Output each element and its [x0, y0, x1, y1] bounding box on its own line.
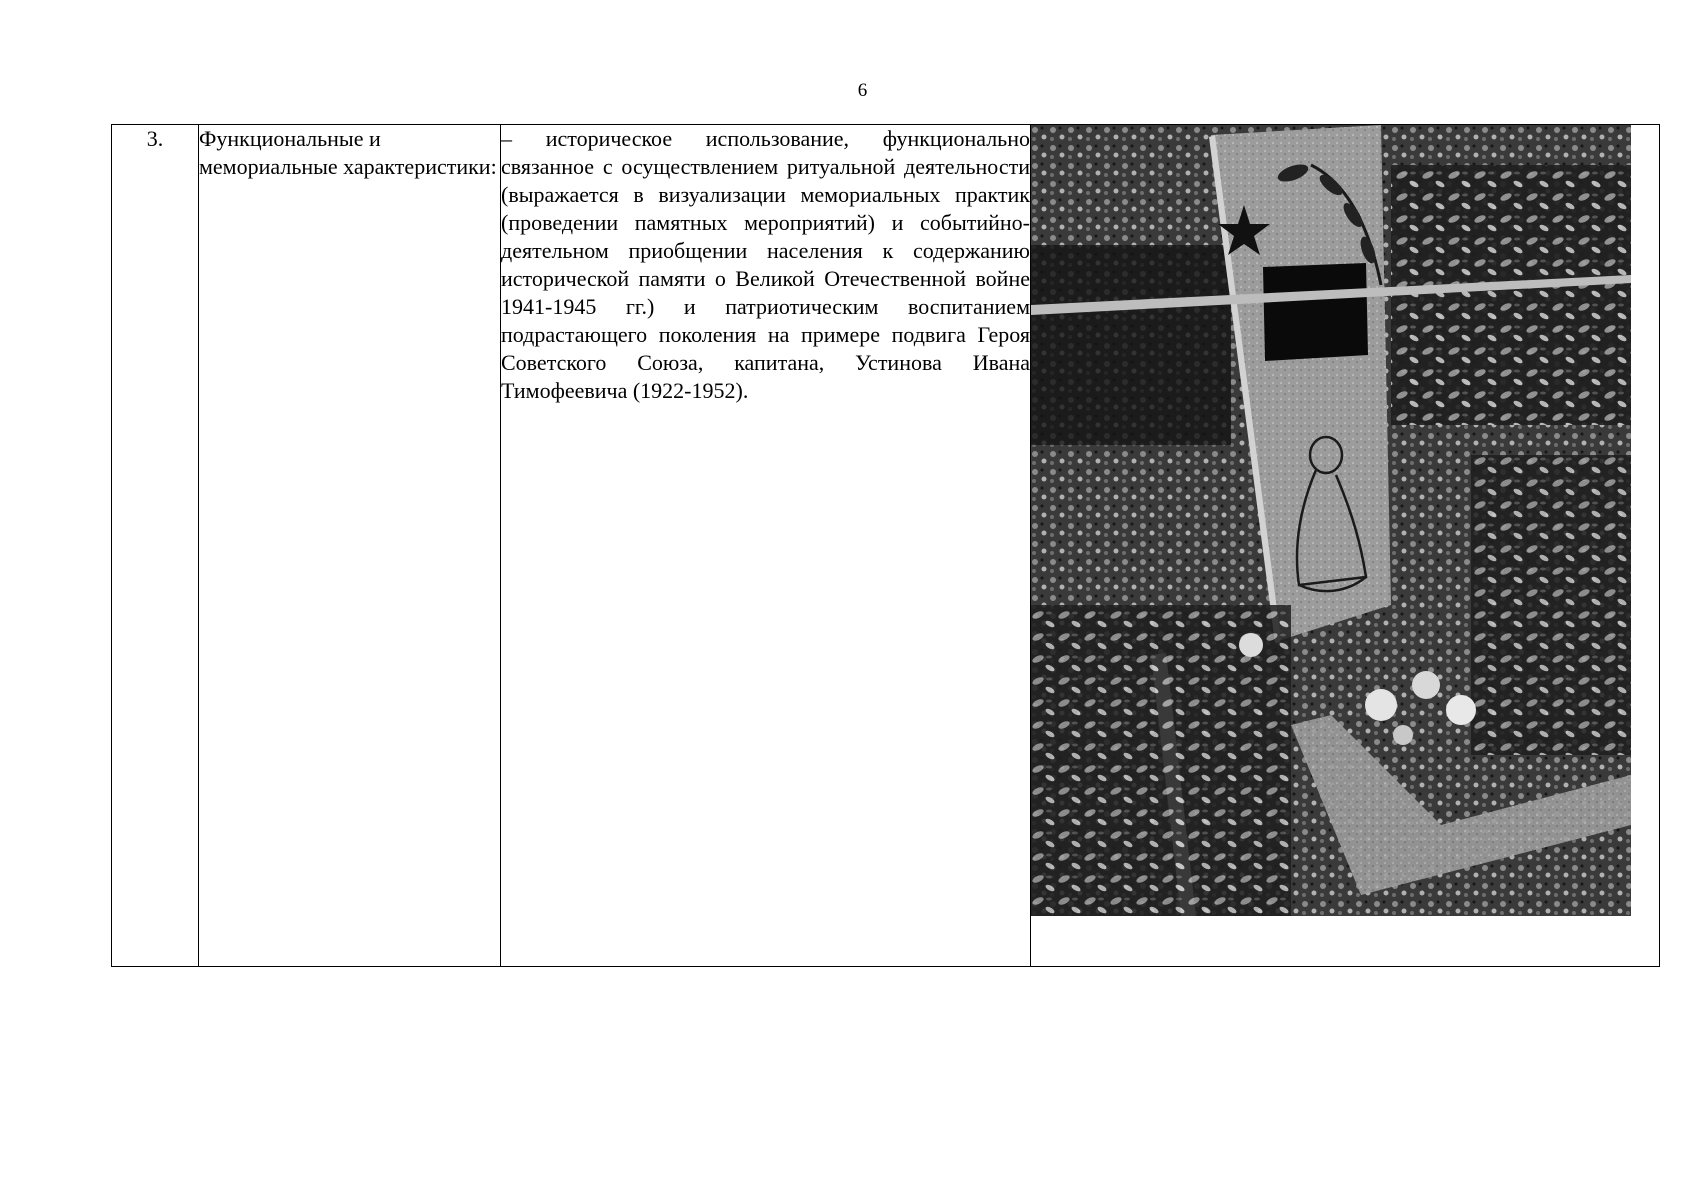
row-number: 3.: [112, 125, 199, 967]
photo-cell: [1031, 125, 1660, 967]
memorial-photo: [1031, 125, 1631, 916]
table-row: [112, 125, 1660, 967]
characteristics-table: [111, 124, 1660, 967]
row-name: Функциональные и мемориальные характеристики:: [199, 125, 501, 967]
row-description: – историческое использование, функционально связанное с осуществлением ритуальной деятельности (выражается в визуализации мемориальных практик (проведении памятных мероприятий) и событийно-деятельном приобщении населения к содержанию исторической памяти о Великой Отечественной войне 1941-1945 гг.) и патриотическим воспитанием подрастающего поколения на примере подвига Героя Советского Союза, капитана, Устинова Ивана Тимофеевича (1922-1952).: [501, 125, 1031, 967]
page-number: 6: [857, 80, 868, 101]
